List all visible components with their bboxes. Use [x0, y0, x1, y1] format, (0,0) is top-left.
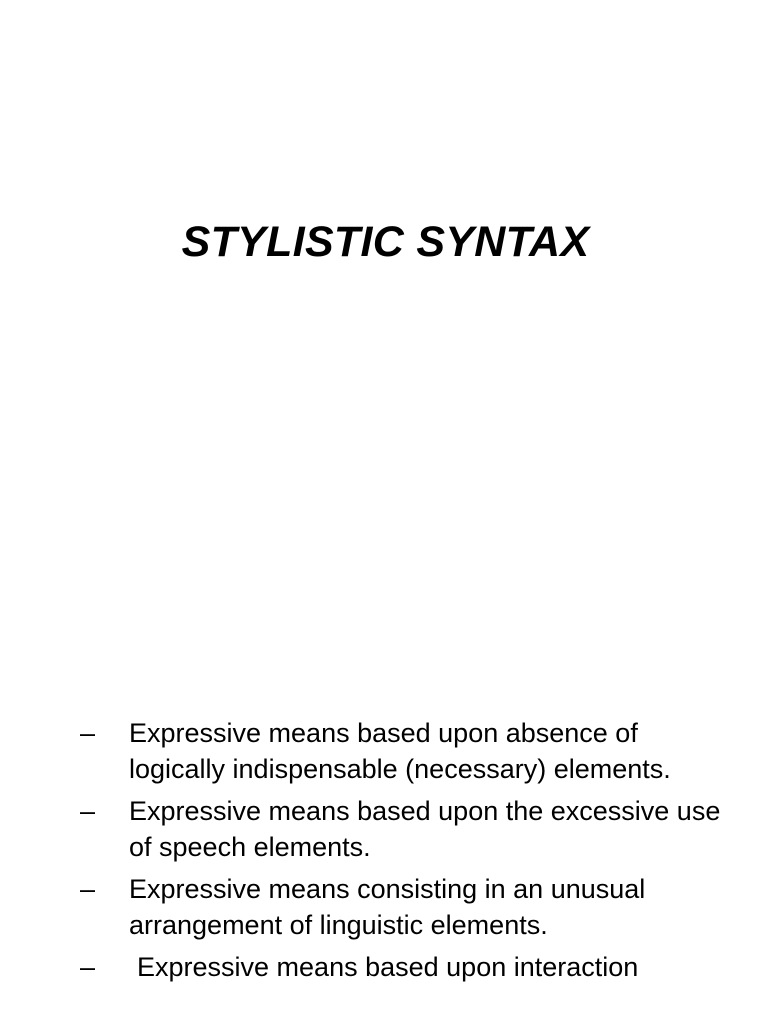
bullet-text: Expressive means based upon absence of logically indispensable (necessary) elements. [129, 718, 671, 784]
bullet-item [0, 715, 768, 787]
bullet-dash: – [80, 952, 96, 982]
bullet-text: Expressive means based upon the excessive use of speech elements. [129, 796, 721, 862]
bullet-item [0, 949, 768, 985]
bullet-list [0, 715, 768, 991]
bullet-item [0, 871, 768, 943]
bullet-dash: – [80, 874, 96, 904]
slide-title: STYLISTIC SYNTAX [181, 218, 590, 266]
bullet-text: Expressive means based upon interaction [137, 952, 639, 982]
bullet-dash: – [80, 718, 96, 748]
bullet-text: Expressive means consisting in an unusual arrangement of linguistic elements. [129, 874, 646, 940]
bullet-dash: – [80, 796, 96, 826]
bullet-item [0, 793, 768, 865]
